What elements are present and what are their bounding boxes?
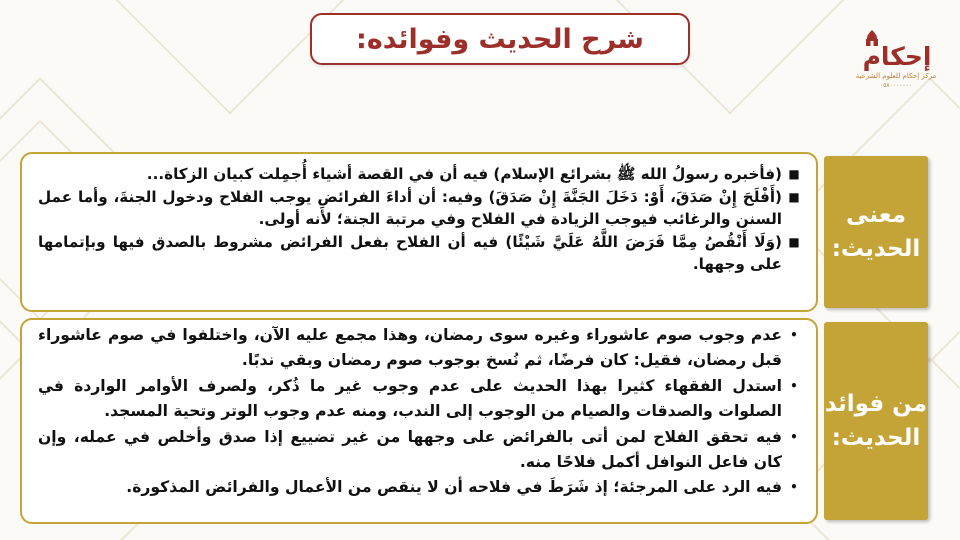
bullet-icon: • bbox=[790, 378, 798, 393]
page-title: شرح الحديث وفوائده: bbox=[356, 23, 644, 55]
list-item bbox=[38, 475, 802, 500]
list-item-text: (وَلَا أَنْقُصُ مِمَّا فَرَضَ اللَّهُ عَلَيَّ شَيْئًا) فيه أن الفلاح بفعل الفرائض مشروط بالصدق فيها وبإتمامها على وجهها. bbox=[38, 232, 782, 274]
benefits-label-text: من فوائد الحديث: bbox=[824, 391, 928, 451]
list-item bbox=[38, 186, 802, 231]
list-item-text: فيه تحقق الفلاح لمن أتى بالفرائض على وجهها من غير تضييع إذا صدق وأخلص في عمله، وإن كان فاعل النوافل أكمل فلاحًا منه. bbox=[38, 427, 782, 472]
list-item-text: عدم وجوب صوم عاشوراء وغيره سوى رمضان، وهذا مجمع عليه الآن، واختلفوا في صوم عاشوراء قبل رمضان، فقيل: كان فرضًا، ثم نُسخ بوجوب صوم رمضان وبقي ندبًا. bbox=[38, 326, 782, 370]
list-item-text: استدل الفقهاء كثيرا بهذا الحديث على عدم وجوب غير ما ذُكر، ولصرف الأوامر الواردة في الصلوات والصدقات والصيام من الوجوب إلى الندب، ومنه عدم وجوب الوتر وتحية المسجد. bbox=[38, 376, 782, 421]
bullet-icon: • bbox=[790, 480, 798, 495]
benefits-box bbox=[20, 318, 818, 524]
logo bbox=[846, 22, 940, 92]
meaning-label-text: معنى الحديث: bbox=[831, 202, 921, 262]
benefits-label bbox=[824, 322, 928, 520]
logo-number: ٠٥٨٠٠٠٠٠٠٠ bbox=[879, 82, 913, 89]
bullet-icon: ■ bbox=[788, 189, 800, 204]
meaning-list bbox=[22, 154, 816, 280]
list-item bbox=[38, 163, 802, 186]
logo-name: إحكام bbox=[862, 42, 932, 71]
list-item-text: فيه الرد على المرجئة؛ إذ شَرَطَ في فلاحه أن لا ينقص من الأعمال والفرائض المذكورة. bbox=[126, 478, 782, 497]
list-item-text: (فأخبره رسولُ الله ﷺ بشرائع الإسلام) فيه أن في القصة أشياء أُجمِلت كبيان الزكاة... bbox=[146, 165, 782, 183]
list-item bbox=[38, 231, 802, 276]
bullet-icon: • bbox=[790, 429, 798, 444]
list-item bbox=[38, 323, 802, 374]
bullet-icon: ■ bbox=[788, 167, 800, 181]
meaning-label bbox=[824, 156, 928, 308]
title-box bbox=[310, 13, 690, 65]
list-item-text: (أَفْلَحَ إِنْ صَدَقَ، أَوْ: دَخَلَ الجَنَّةَ إِنْ صَدَقَ) وفيه: أن أداءَ الفرائضِ يوجب الفلاح ودخول الجنةَ، وأما عمل السنن والرغائب فيوجب الزيادة في الفلاح وفي مرتبة الجنة؛ لأنه أولى. bbox=[38, 187, 782, 229]
logo-subtitle: مركز إحكام للعلوم الشرعية bbox=[855, 72, 937, 80]
list-item bbox=[38, 374, 802, 425]
meaning-box bbox=[20, 152, 818, 312]
bullet-icon: • bbox=[790, 328, 798, 342]
benefits-list bbox=[22, 320, 816, 503]
list-item bbox=[38, 425, 802, 476]
bullet-icon: ■ bbox=[788, 234, 800, 249]
